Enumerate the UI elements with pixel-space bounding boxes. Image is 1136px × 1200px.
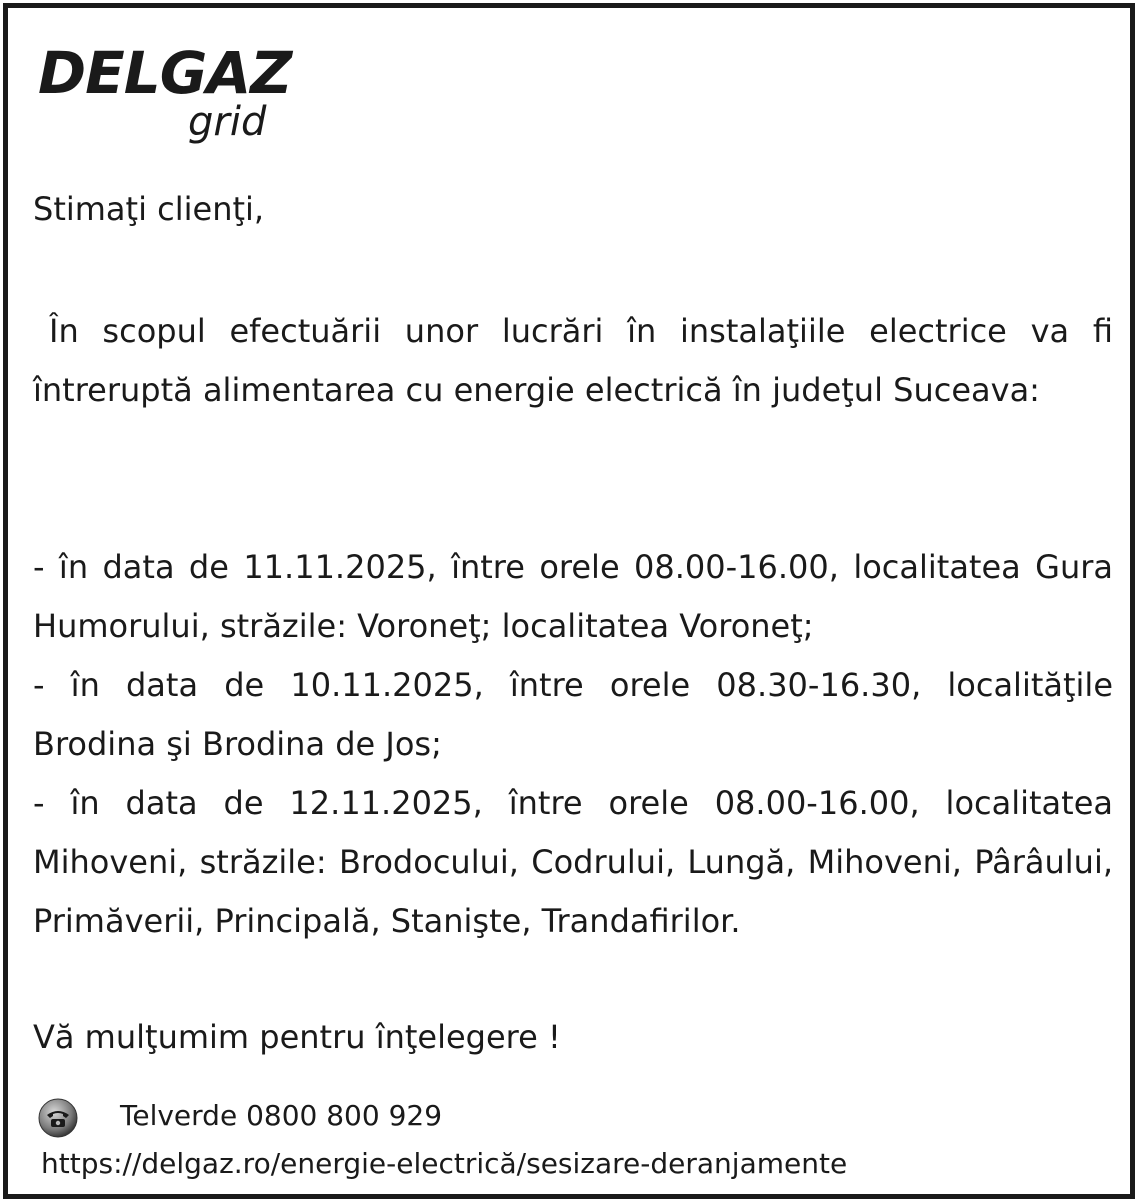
- outage-item: - în data de 10.11.2025, între orele 08.30-16.30, localităţile Brodina şi Brodina de Jos;: [33, 666, 1113, 763]
- outage-item: - în data de 11.11.2025, între orele 08.00-16.00, localitatea Gura Humorului, străzile: Voroneţ; localitatea Voroneţ;: [33, 548, 1113, 645]
- outage-list: [33, 538, 1113, 951]
- phone-contact: [38, 1096, 738, 1136]
- logo-wordmark: DELGAZ: [38, 39, 292, 107]
- report-url[interactable]: https://delgaz.ro/energie-electrică/sesizare-deranjamente: [41, 1147, 848, 1180]
- notice-frame: [3, 3, 1135, 1199]
- greeting: Stimaţi clienţi,: [33, 190, 265, 228]
- delgaz-grid-logo: [38, 39, 308, 152]
- telephone-icon: [38, 1098, 78, 1138]
- phone-number: Telverde 0800 800 929: [120, 1099, 443, 1132]
- outage-item: - în data de 12.11.2025, între orele 08.00-16.00, localitatea Mihoveni, străzile: Brodocului, Codrului, Lungă, Mihoveni, Pârâului, Primăverii, Principală, Stanişte, Trandafirilor.: [33, 784, 1113, 940]
- logo-subtitle: grid: [188, 99, 267, 145]
- intro-paragraph: În scopul efectuării unor lucrări în instalaţiile electrice va fi întreruptă alimentarea cu energie electrică în judeţul Suceava:: [33, 312, 1113, 409]
- thanks-line: Vă mulţumim pentru înţelegere !: [33, 1018, 561, 1056]
